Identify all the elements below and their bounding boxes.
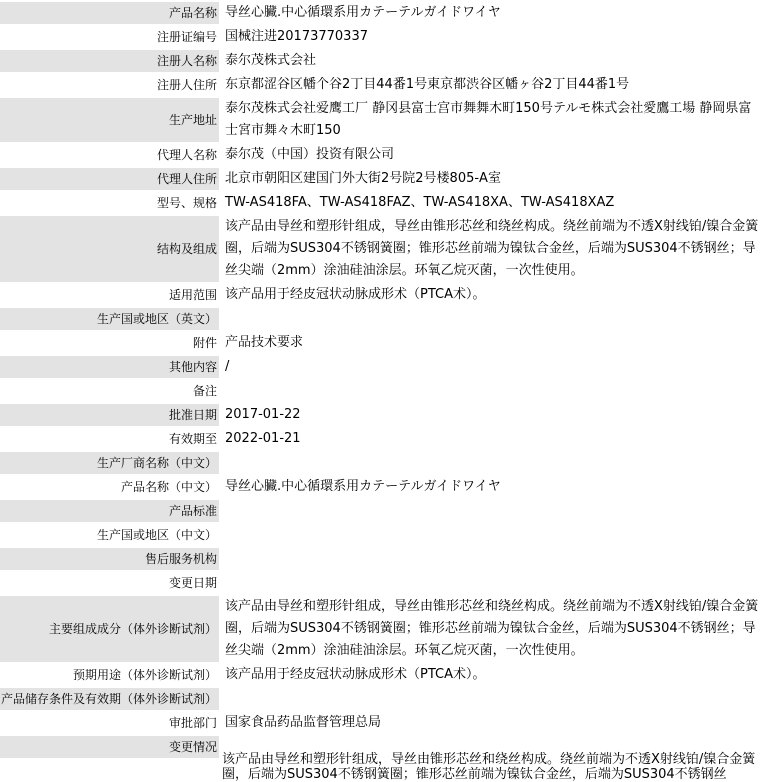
row-value — [222, 548, 765, 570]
row-value — [222, 308, 765, 330]
row-label: 产品标准 — [0, 500, 219, 522]
table-row — [0, 50, 765, 72]
table-row — [0, 332, 765, 354]
row-value: 泰尔茂（中国）投资有限公司 — [225, 147, 395, 162]
table-row — [0, 26, 765, 48]
row-label: 代理人名称 — [156, 148, 217, 162]
row-value — [222, 572, 765, 594]
table-row — [0, 452, 765, 474]
row-label: 变更情况 — [0, 736, 219, 758]
row-value — [222, 524, 765, 546]
row-label: 型号、规格 — [156, 196, 217, 210]
row-label: 备注 — [192, 384, 217, 398]
row-value: 泰尔茂株式会社爱鹰工厂 静冈县富士宫市舞舞木町150号テルモ株式会社愛鷹工場 静岡県富士宮市舞々木町150 — [225, 101, 752, 138]
table-row — [0, 192, 765, 214]
row-value: 该产品用于经皮冠状动脉成形术（PTCA术）。 — [225, 667, 486, 682]
table-row — [0, 476, 765, 498]
table-row — [0, 664, 765, 686]
row-label: 产品名称 — [0, 2, 219, 24]
row-label: 批准日期 — [0, 404, 219, 426]
row-label: 预期用途（体外诊断试剂） — [72, 668, 217, 682]
table-row — [0, 712, 765, 734]
row-value: 北京市朝阳区建国门外大街2号院2号楼805-A室 — [225, 171, 501, 186]
row-label: 产品储存条件及有效期（体外诊断试剂） — [0, 688, 219, 710]
row-label: 附件 — [192, 336, 217, 350]
table-row — [0, 688, 765, 710]
row-label: 注册证编号 — [156, 30, 217, 44]
table-row — [0, 524, 765, 546]
row-value: TW-AS418FA、TW-AS418FAZ、TW-AS418XA、TW-AS418XAZ — [225, 195, 615, 210]
row-label: 生产地址 — [0, 98, 219, 142]
row-value — [222, 688, 765, 710]
table-row — [0, 500, 765, 522]
table-row — [0, 284, 765, 306]
table-row — [0, 144, 765, 166]
row-value — [222, 380, 765, 402]
row-value: 国家食品药品监督管理总局 — [225, 715, 382, 730]
row-label: 注册人名称 — [0, 50, 219, 72]
row-value: 国械注进20173770337 — [225, 29, 368, 44]
row-value: 导丝心臟.中心循環系用カテーテルガイドワイヤ — [225, 479, 501, 494]
row-label: 其他内容 — [0, 356, 219, 378]
clipped-next-row-text: 该产品由导丝和塑形针组成，导丝由锥形芯丝和绕丝构成。绕丝前端为不透X射线铂/镍合金簧圈，后端为SUS304不锈钢簧圈；锥形芯丝前端为镍钛合金丝，后端为SUS304不锈钢丝 — [222, 752, 756, 782]
table-row — [0, 74, 765, 96]
table-row — [0, 356, 765, 378]
row-label: 售后服务机构 — [0, 548, 219, 570]
table-row — [0, 216, 765, 282]
table-row — [0, 572, 765, 594]
table-row — [0, 98, 765, 142]
table-row — [0, 380, 765, 402]
table-row — [0, 548, 765, 570]
table-row — [0, 2, 765, 24]
table-row — [0, 428, 765, 450]
row-label: 审批部门 — [168, 716, 217, 730]
row-label: 注册人住所 — [156, 78, 217, 92]
table-row — [0, 168, 765, 190]
row-label: 变更日期 — [168, 576, 217, 590]
row-label: 主要组成成分（体外诊断试剂） — [0, 596, 219, 662]
row-label: 产品名称（中文） — [120, 480, 217, 494]
row-label: 生产厂商名称（中文） — [0, 452, 219, 474]
row-value: 泰尔茂株式会社 — [225, 53, 317, 68]
row-value: 该产品由导丝和塑形针组成，导丝由锥形芯丝和绕丝构成。绕丝前端为不透X射线铂/镍合金簧圈，后端为SUS304不锈钢簧圈；锥形芯丝前端为镍钛合金丝，后端为SUS304不锈钢丝；导丝尖端（2mm）涂油硅油涂层。环氧乙烷灭菌，一次性使用。 — [225, 599, 759, 658]
row-label: 生产国或地区（英文） — [0, 308, 219, 330]
row-value: 产品技术要求 — [225, 335, 304, 350]
table-row — [0, 596, 765, 662]
row-label: 代理人住所 — [0, 168, 219, 190]
row-value — [222, 452, 765, 474]
row-value: 2017-01-22 — [225, 407, 301, 422]
row-label: 结构及组成 — [0, 216, 219, 282]
row-value: / — [225, 359, 230, 374]
row-value: 导丝心臟.中心循環系用カテーテルガイドワイヤ — [225, 5, 501, 20]
row-label: 适用范围 — [168, 288, 217, 302]
row-label: 有效期至 — [168, 432, 217, 446]
row-value — [222, 500, 765, 522]
row-value: 东京都涩谷区幡个谷2丁目44番1号東京都渋谷区幡ヶ谷2丁目44番1号 — [225, 77, 630, 92]
table-row — [0, 404, 765, 426]
table-row — [0, 308, 765, 330]
row-value: 2022-01-21 — [225, 431, 301, 446]
row-label: 生产国或地区（中文） — [96, 528, 217, 542]
row-value: 该产品由导丝和塑形针组成，导丝由锥形芯丝和绕丝构成。绕丝前端为不透X射线铂/镍合金簧圈，后端为SUS304不锈钢簧圈；锥形芯丝前端为镍钛合金丝，后端为SUS304不锈钢丝；导丝尖端（2mm）涂油硅油涂层。环氧乙烷灭菌，一次性使用。 — [225, 219, 759, 278]
row-value: 该产品用于经皮冠状动脉成形术（PTCA术）。 — [225, 287, 486, 302]
